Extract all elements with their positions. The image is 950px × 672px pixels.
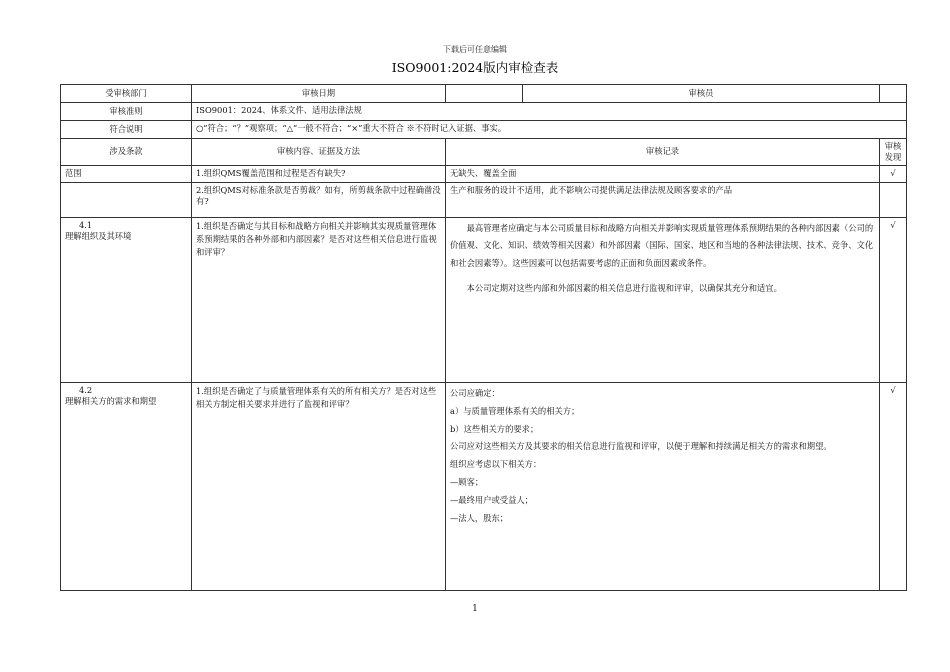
legend-row: [61, 121, 907, 139]
finding-cell: √: [880, 217, 907, 382]
clause-title: 理解相关方的需求和期望: [65, 395, 157, 406]
finding-cell: [880, 182, 907, 217]
record-cell: [446, 382, 880, 590]
record-line: a）与质量管理体系有关的相关方；: [450, 405, 580, 416]
col-finding-header: 审核发现: [880, 139, 907, 166]
criteria-row: [61, 103, 907, 121]
record-line: 公司应对这些相关方及其要求的相关信息进行监视和评审，以便于理解和持续满足相关方的需求和期望。: [450, 441, 832, 452]
table-row: [61, 182, 907, 217]
criteria-label: 审核准则: [61, 103, 192, 121]
legend-value: ○”符合；“？”观察项；“△”一般不符合；“×”重大不符合 ※不符时记入证据、事实。: [192, 121, 907, 139]
table-row: [61, 382, 907, 590]
clause-cell: [61, 182, 192, 217]
clause-cell: [61, 217, 192, 382]
record-line: 公司应确定：: [450, 387, 500, 398]
clause-number: 范围: [65, 168, 82, 179]
finding-cell: √: [880, 165, 907, 182]
record-line: —最终用户或受益人；: [450, 494, 533, 505]
date-label: 审核日期: [192, 85, 446, 103]
record-line: —法人，股东；: [450, 512, 509, 523]
content-cell: 1.组织是否确定了与质量管理体系有关的所有相关方？是否对这些相关方制定相关要求并进行了监视和评审？: [192, 382, 446, 590]
record-line: b）这些相关方的要求；: [450, 423, 539, 434]
content-cell: 2.组织QMS对标准条款是否剪裁？如有，所剪裁条款中过程确凿没有?: [192, 182, 446, 217]
record-cell: [446, 165, 880, 182]
auditor-label: 审核员: [523, 85, 880, 103]
legend-label: 符合说明: [61, 121, 192, 139]
record-paragraph: 本公司定期对这些内部和外部因素的相关信息进行监视和评审，以确保其充分和适宜。: [466, 282, 782, 293]
auditor-value: [880, 85, 907, 103]
record-line: 无缺失、覆盖全面: [450, 168, 517, 179]
record-paragraph: 最高管理者应确定与本公司质量目标和战略方向相关并影响实现质量管理体系预期结果的各种内部因素（公司的价值观、文化、知识、绩效等相关因素）和外部因素（国际、国家、地区和当地的各种法律法规、技术、竞争、文化和社会因素等）。这些因素可以包括需要考虑的正面和负面因素或条件。: [450, 222, 874, 268]
header-note: 下载后可任意编辑: [443, 45, 507, 54]
criteria-value: ISO9001：2024、体系文件、适用法律法规: [192, 103, 907, 121]
record-cell: [446, 182, 880, 217]
record-line: 生产和服务的设计不适用，此不影响公司提供满足法律法规及顾客要求的产品: [450, 184, 733, 195]
record-line: 组织应考虑以下相关方：: [450, 459, 542, 470]
clause-number: 4.2: [79, 384, 93, 395]
clause-title: 理解组织及其环境: [65, 230, 132, 241]
content-cell: 1.组织是否确定与其目标和战略方向相关并影响其实现质量管理体系预期结果的各种外部和内部因素？是否对这些相关信息进行监视和评审？: [192, 217, 446, 382]
finding-cell: √: [880, 382, 907, 590]
document-title: ISO9001:2024版内审检查表: [391, 60, 559, 75]
table-row: [61, 165, 907, 182]
col-record-header: 审核记录: [446, 139, 880, 166]
clause-cell: [61, 165, 192, 182]
record-line: —顾客；: [450, 477, 484, 488]
col-content-header: 审核内容、证据及方法: [192, 139, 446, 166]
record-cell: [446, 217, 880, 382]
date-value: [446, 85, 523, 103]
clause-cell: [61, 382, 192, 590]
audit-checklist-table: [60, 84, 907, 591]
table-row: [61, 217, 907, 382]
clause-number: 4.1: [79, 219, 93, 230]
column-header-row: [61, 139, 907, 166]
content-cell: 1.组织QMS覆盖范围和过程是否有缺失?: [192, 165, 446, 182]
page-number: 1: [472, 604, 478, 614]
audit-info-row: [61, 85, 907, 103]
dept-label: 受审核部门: [61, 85, 192, 103]
col-clause-header: 涉及条款: [61, 139, 192, 166]
